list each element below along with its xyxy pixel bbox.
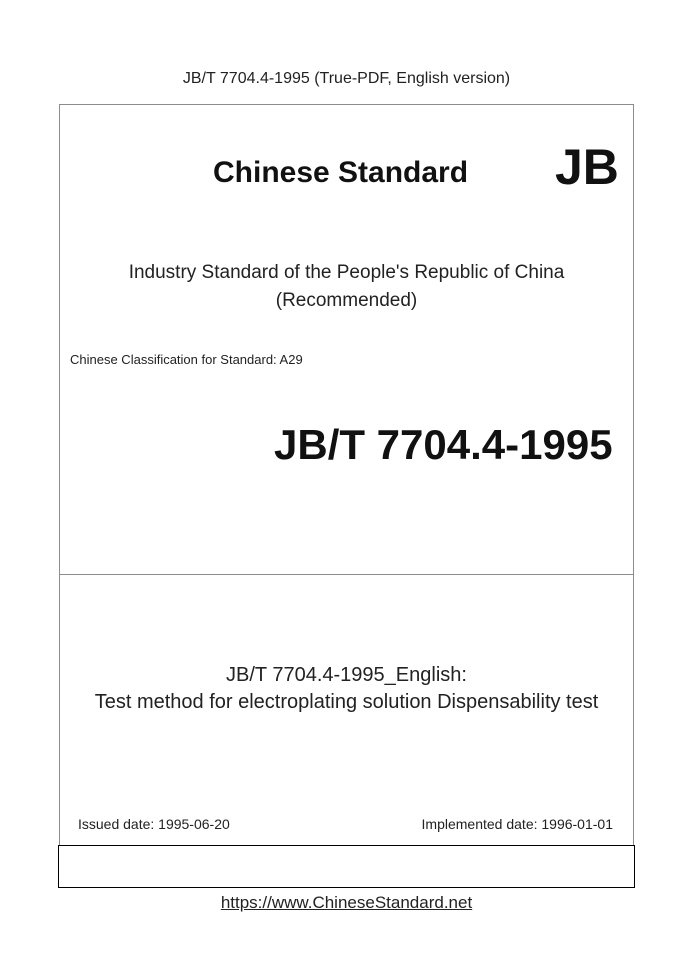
footer [0, 893, 693, 913]
recommended-label: (Recommended) [275, 290, 418, 311]
standard-number: JB/T 7704.4-1995 [274, 421, 613, 468]
description-code-line: JB/T 7704.4-1995_English: [226, 664, 467, 686]
implemented-date: Implemented date: 1996-01-01 [421, 816, 613, 832]
document-header: JB/T 7704.4-1995 (True-PDF, English version) [182, 70, 511, 87]
cover-bottom-box [58, 845, 635, 888]
industry-line: Industry Standard of the People's Republic of China [128, 262, 565, 283]
issued-date: Issued date: 1995-06-20 [78, 816, 230, 832]
standard-description [0, 662, 693, 716]
description-title-line: Test method for electroplating solution Dispensability test [94, 691, 599, 713]
website-link[interactable]: https://www.ChineseStandard.net [220, 893, 473, 912]
standard-code-logo: JB [555, 139, 619, 195]
cover-title: Chinese Standard [213, 156, 469, 189]
industry-standard-heading [0, 259, 693, 315]
classification-label: Chinese Classification for Standard: A29 [70, 352, 303, 367]
